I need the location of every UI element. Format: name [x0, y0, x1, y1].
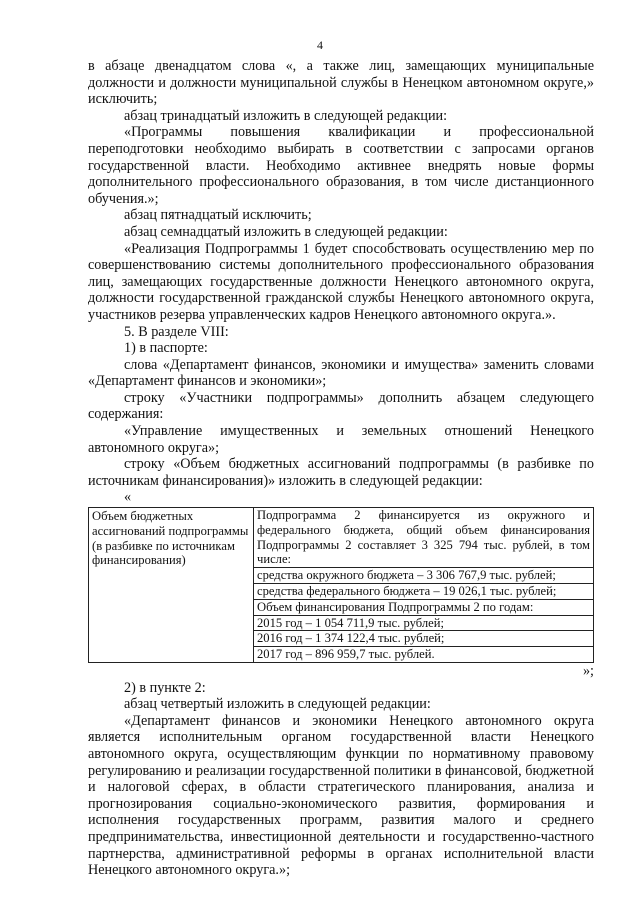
- paragraph: абзац семнадцатый изложить в следующей редакции:: [124, 223, 448, 240]
- paragraph: «Департамент финансов и экономики Ненецкого автономного округа является исполнительным органом государственной власти Ненецкого автономного округа, осуществляющим функции по нормативному правовому регулированию и реализации государственной политики в финансовой, бюджетной и налоговой сферах, в области стратегического планирования, анализа и прогнозирования социально-экономического развития, формирования и исполнения государственных программ, развития малого и среднего предпринимательства, инвестиционной деятельности и государственно-частного партнерства, административной реформы в органах исполнительной власти Ненецкого автономного округа.»;: [88, 712, 594, 879]
- paragraph: «Управление имущественных и земельных отношений Ненецкого автономного округа»;: [88, 423, 594, 456]
- paragraph: 1) в паспорте:: [124, 340, 208, 357]
- table-line: средства федерального бюджета – 19 026,1 тыс. рублей;: [254, 584, 593, 600]
- table-cell-label: Объем бюджетных ассигнований подпрограммы (в разбивке по источникам финансирования): [89, 508, 254, 663]
- table-line: Объем финансирования Подпрограммы 2 по годам:: [254, 600, 593, 616]
- table-row: [89, 508, 594, 663]
- paragraph: «Реализация Подпрограммы 1 будет способствовать осуществлению мер по совершенствованию системы дополнительного профессионального образования лиц, замещающих государственные должности Ненецкого автономного округа, должности государственной гражданской службы Ненецкого автономного округа, участников резерва управленческих кадров Ненецкого автономного округа.».: [88, 240, 594, 323]
- page-number: 4: [317, 38, 323, 52]
- document-body: [88, 58, 594, 879]
- table-cell-values: [254, 508, 594, 663]
- paragraph: 2) в пункте 2:: [124, 679, 206, 696]
- quote-open-mark: «: [124, 489, 132, 506]
- paragraph: абзац четвертый изложить в следующей редакции:: [124, 696, 431, 713]
- budget-table: [88, 507, 594, 663]
- quote-close-mark: »;: [582, 663, 594, 679]
- paragraph: 5. В разделе VIII:: [124, 323, 229, 340]
- paragraph: абзац тринадцатый изложить в следующей редакции:: [124, 107, 448, 124]
- table-line: Подпрограмма 2 финансируется из окружного и федерального бюджета, общий объем финансирования Подпрограммы 2 составляет 3 325 794 тыс. рублей, в том числе:: [254, 508, 593, 568]
- paragraph: слова «Департамент финансов, экономики и имущества» заменить словами «Департамент финансов и экономики»;: [88, 356, 594, 390]
- paragraph: «Программы повышения квалификации и профессиональной переподготовки необходимо выбирать в соответствии с запросами органов государственной власти. Необходимо активнее внедрять новые формы дополнительного профессионального образования, в том числе дистанционного обучения.»;: [88, 124, 594, 207]
- table-line: 2015 год – 1 054 711,9 тыс. рублей;: [254, 616, 593, 632]
- table-line: 2017 год – 896 959,7 тыс. рублей.: [257, 647, 435, 662]
- table-line: 2016 год – 1 374 122,4 тыс. рублей;: [254, 631, 593, 647]
- table-line: средства окружного бюджета – 3 306 767,9 тыс. рублей;: [254, 568, 593, 584]
- paragraph: строку «Участники подпрограммы» дополнить абзацем следующего содержания:: [88, 389, 594, 423]
- paragraph: строку «Объем бюджетных ассигнований подпрограммы (в разбивке по источникам финансирования)» изложить в следующей редакции:: [88, 456, 594, 489]
- paragraph: в абзаце двенадцатом слова «, а также лиц, замещающих муниципальные должности и должности муниципальной службы в Ненецком автономном округе,» исключить;: [88, 58, 594, 108]
- paragraph: абзац пятнадцатый исключить;: [124, 207, 312, 224]
